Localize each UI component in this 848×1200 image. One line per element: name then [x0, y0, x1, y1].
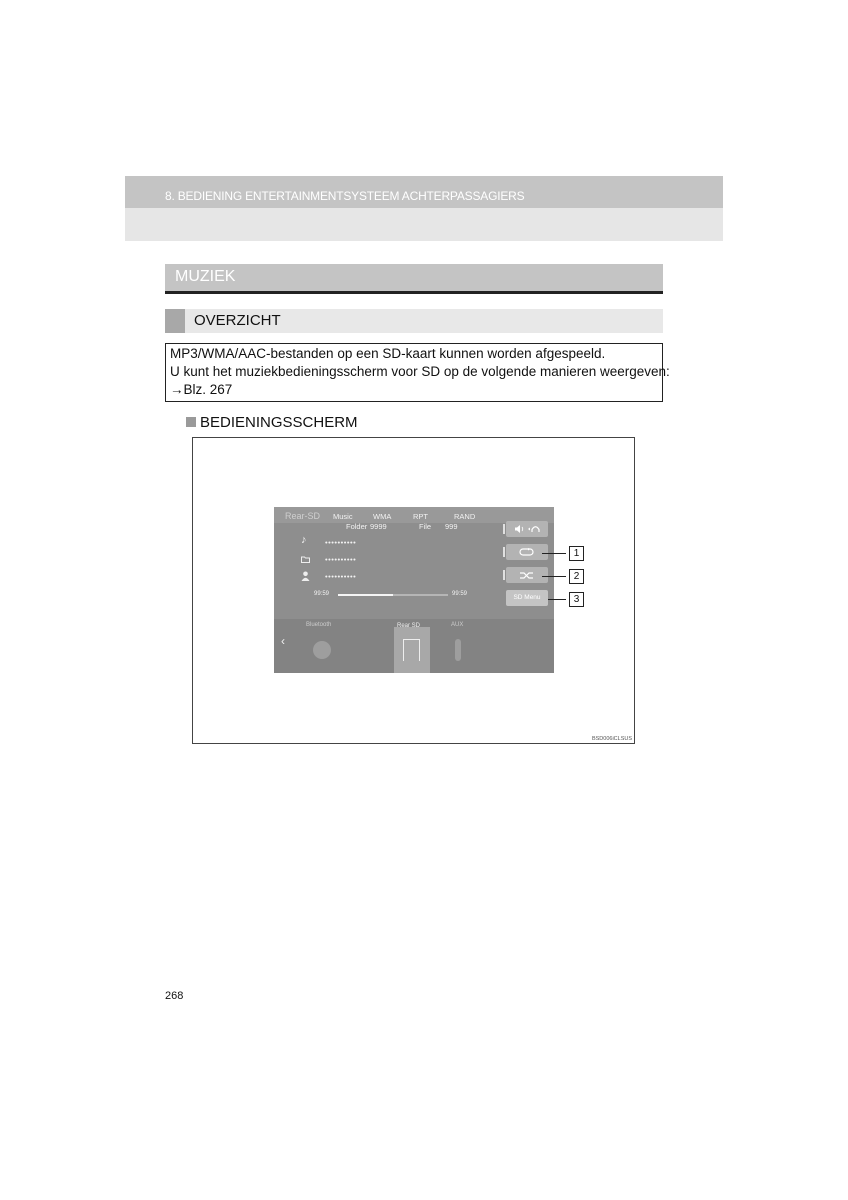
shuffle-button[interactable]	[506, 567, 548, 583]
intro-page-reference: →Blz. 267	[170, 382, 233, 397]
chevron-left-icon[interactable]: ‹	[281, 634, 285, 648]
source-selector	[274, 619, 554, 673]
chapter-title: 8. BEDIENING ENTERTAINMENTSYSTEEM ACHTERPASSAGIERS	[165, 189, 525, 203]
bluetooth-icon[interactable]	[313, 641, 331, 659]
callout-line-3	[548, 599, 566, 600]
subsection-marker	[165, 309, 185, 333]
callout-2: 2	[569, 569, 584, 584]
heading-square-icon	[186, 417, 196, 427]
callout-line-2	[542, 576, 566, 577]
section-title: MUZIEK	[175, 268, 236, 285]
time-elapsed: 99:59	[314, 591, 330, 597]
file-label: File	[419, 522, 432, 531]
figure-heading-text: BEDIENINGSSCHERM	[200, 414, 358, 431]
folder-name: ••••••••••	[325, 555, 357, 564]
sd-card-icon	[403, 639, 420, 661]
subsection-title: OVERZICHT	[194, 312, 281, 329]
sd-menu-button[interactable]: SD Menu	[506, 590, 548, 606]
chapter-header-bar	[125, 176, 723, 208]
callout-3: 3	[569, 592, 584, 607]
figure-frame	[192, 437, 635, 744]
source-item-rear-sd[interactable]	[394, 623, 430, 673]
sound-output-button[interactable]	[506, 521, 548, 537]
category-label: Music	[333, 512, 353, 521]
source-label: Rear-SD	[285, 511, 321, 521]
callout-line-1	[542, 553, 566, 554]
figure-code: BSD006iCLSUS	[591, 736, 632, 742]
callout-1: 1	[569, 546, 584, 561]
repeat-status: RPT	[413, 512, 428, 521]
repeat-icon	[519, 548, 535, 557]
progress-bar[interactable]	[338, 594, 448, 596]
repeat-button[interactable]	[506, 544, 548, 560]
progress-fill	[338, 594, 393, 596]
source-item-bluetooth[interactable]: Bluetooth	[306, 622, 332, 628]
format-label: WMA	[373, 512, 392, 521]
figure-heading	[186, 414, 358, 431]
track-title: ••••••••••	[325, 538, 357, 547]
rear-sd-label: Rear SD	[397, 623, 421, 629]
time-total: 99:59	[452, 591, 468, 597]
artist-name: ••••••••••	[325, 572, 357, 581]
music-note-icon: ♪	[301, 534, 307, 546]
intro-line-1: MP3/WMA/AAC-bestanden op een SD-kaart kunnen worden afgespeeld.	[170, 346, 606, 361]
source-item-aux[interactable]: AUX	[451, 622, 464, 628]
chapter-header-band	[125, 208, 723, 241]
subsection-header	[165, 309, 663, 333]
speaker-headphone-icon	[514, 524, 540, 534]
page-number: 268	[165, 990, 184, 1002]
random-status: RAND	[454, 512, 476, 521]
section-header	[165, 264, 663, 294]
intro-box	[165, 343, 670, 402]
shuffle-icon	[519, 571, 535, 580]
file-number: 999	[445, 522, 458, 531]
folder-label: Folder	[346, 522, 368, 531]
sd-audio-screen	[274, 507, 554, 673]
aux-icon[interactable]	[455, 639, 461, 661]
folder-number: 9999	[370, 522, 387, 531]
intro-line-2: U kunt het muziekbedieningsscherm voor SD op de volgende manieren weergeven:	[170, 364, 670, 379]
folder-icon	[301, 556, 310, 563]
artist-icon	[301, 571, 310, 581]
